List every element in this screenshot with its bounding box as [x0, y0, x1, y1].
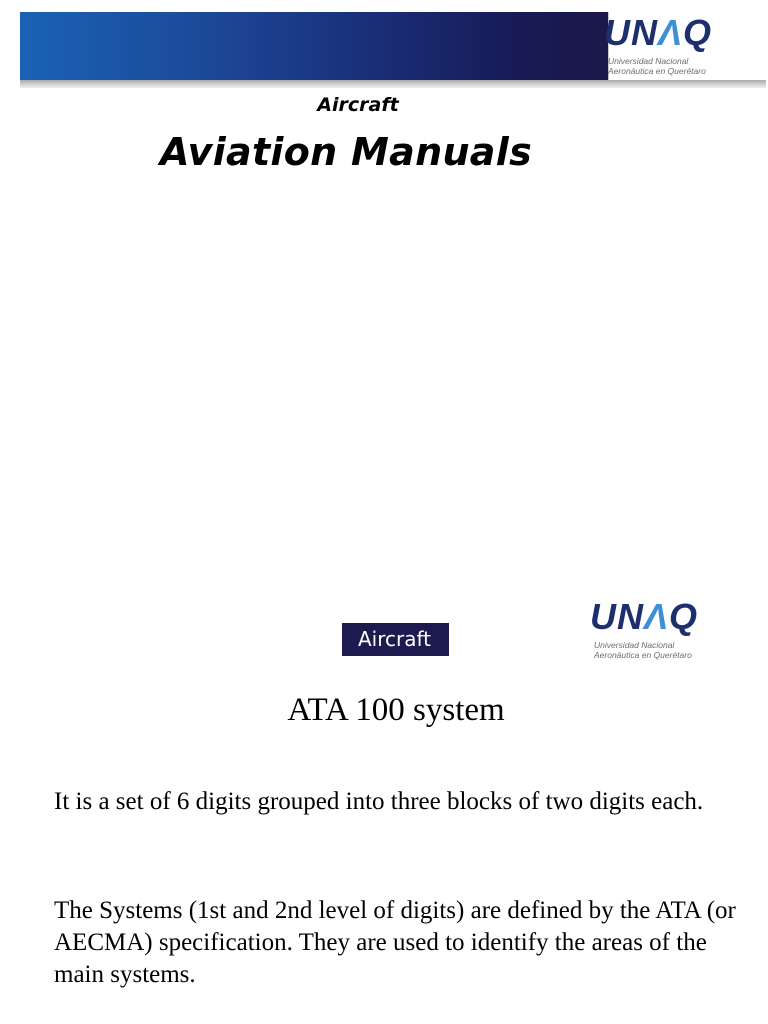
- unaq-logo-bottom: [590, 598, 740, 662]
- page-title: Aviation Manuals: [160, 130, 532, 174]
- logo-caption: Universidad Nacional Aeronáutica en Querétaro: [608, 56, 706, 76]
- header-bottom-rule: [20, 80, 766, 88]
- unaq-logo-top: [604, 14, 754, 78]
- header-gradient-bar: [20, 12, 608, 80]
- logo-caption: Universidad Nacional Aeronáutica en Querétaro: [594, 640, 692, 660]
- logo-wordmark: UNΛQ: [604, 12, 713, 53]
- body-paragraph: It is a set of 6 digits grouped into three blocks of two digits each.: [54, 788, 704, 815]
- body-paragraph: The Systems (1st and 2nd level of digits) are defined by the ATA (or AECMA) specification. They are used to identify the areas of the main systems.: [54, 897, 736, 988]
- slide-subtitle: Aircraft: [317, 94, 399, 116]
- aircraft-badge: Aircraft: [342, 623, 449, 656]
- logo-wordmark: UNΛQ: [590, 596, 699, 637]
- slide-heading: ATA 100 system: [287, 692, 505, 728]
